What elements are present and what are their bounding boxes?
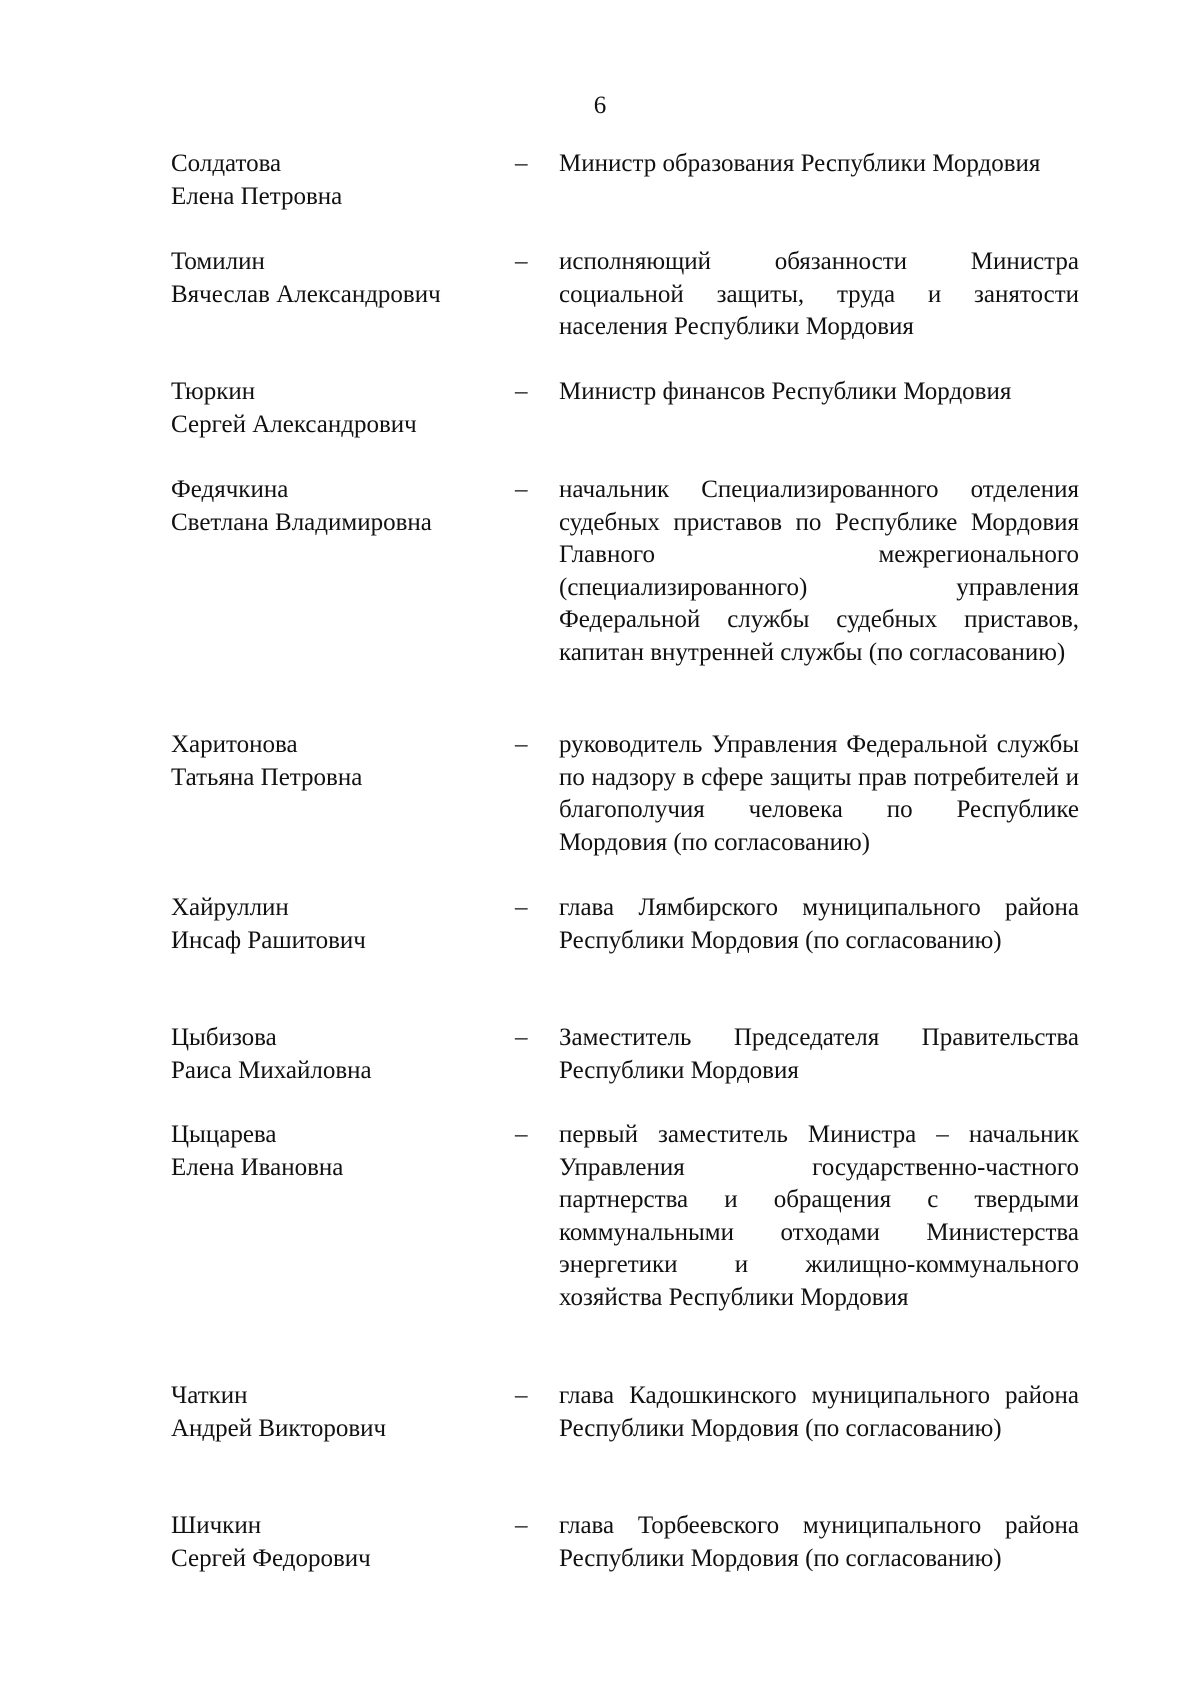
member-name [171,1510,501,1575]
member-surname: Чаткин [171,1382,248,1409]
member-surname: Цыцарева [171,1121,277,1148]
member-name [171,148,501,213]
member-surname: Солдатова [171,150,282,177]
separator-dash: – [515,1382,528,1409]
member-name [171,892,501,957]
member-position: Заместитель Председателя Правительства Республики Мордовия [559,1024,1079,1084]
separator-dash: – [515,476,528,503]
separator-dash: – [515,150,528,177]
separator-dash: – [515,1121,528,1148]
member-surname: Цыбизова [171,1024,277,1051]
member-given-name: Светлана Владимировна [171,508,432,536]
member-given-name: Инсаф Рашитович [171,926,366,954]
separator-dash: – [515,1512,528,1539]
separator-dash: – [515,894,528,921]
member-position: первый заместитель Министра – начальник Управления государственно-частного партнерства и обращения с твердыми коммунальными отходами Министерства энергетики и жилищно-коммунального хозяйства Республики Мордовия [559,1121,1079,1311]
member-given-name: Раиса Михайловна [171,1056,372,1084]
separator-dash: – [515,248,528,275]
member-name [171,729,501,794]
member-given-name: Андрей Викторович [171,1414,387,1442]
member-name [171,474,501,539]
member-given-name: Сергей Федорович [171,1544,371,1572]
member-surname: Федячкина [171,476,289,503]
separator-dash: – [515,378,528,405]
member-surname: Томилин [171,248,265,275]
member-given-name: Вячеслав Александрович [171,280,441,308]
member-position: руководитель Управления Федеральной службы по надзору в сфере защиты прав потребителей и благополучия человека по Республике Мордовия (по согласованию) [559,731,1079,856]
member-name [171,1022,501,1087]
member-position: глава Кадошкинского муниципального района Республики Мордовия (по согласованию) [559,1382,1079,1442]
member-surname: Тюркин [171,378,256,405]
member-given-name: Сергей Александрович [171,410,417,438]
separator-dash: – [515,1024,528,1051]
member-name [171,376,501,441]
member-surname: Шичкин [171,1512,262,1539]
member-position: глава Лямбирского муниципального района Республики Мордовия (по согласованию) [559,894,1079,954]
member-position: Министр образования Республики Мордовия [559,150,1041,177]
member-given-name: Елена Ивановна [171,1153,344,1181]
member-name [171,246,501,311]
member-surname: Хайруллин [171,894,289,921]
member-given-name: Елена Петровна [171,182,343,210]
member-position: глава Торбеевского муниципального района Республики Мордовия (по согласованию) [559,1512,1079,1572]
member-position: Министр финансов Республики Мордовия [559,378,1012,405]
page-number: 6 [593,92,607,119]
member-position: исполняющий обязанности Министра социальной защиты, труда и занятости населения Республики Мордовия [559,248,1079,340]
separator-dash: – [515,731,528,758]
member-given-name: Татьяна Петровна [171,763,363,791]
member-name [171,1119,501,1184]
member-surname: Харитонова [171,731,298,758]
member-name [171,1380,501,1445]
member-position: начальник Специализированного отделения судебных приставов по Республике Мордовия Главного межрегионального (специализированного) управления Федеральной службы судебных приставов, капитан внутренней службы (по согласованию) [559,476,1079,666]
